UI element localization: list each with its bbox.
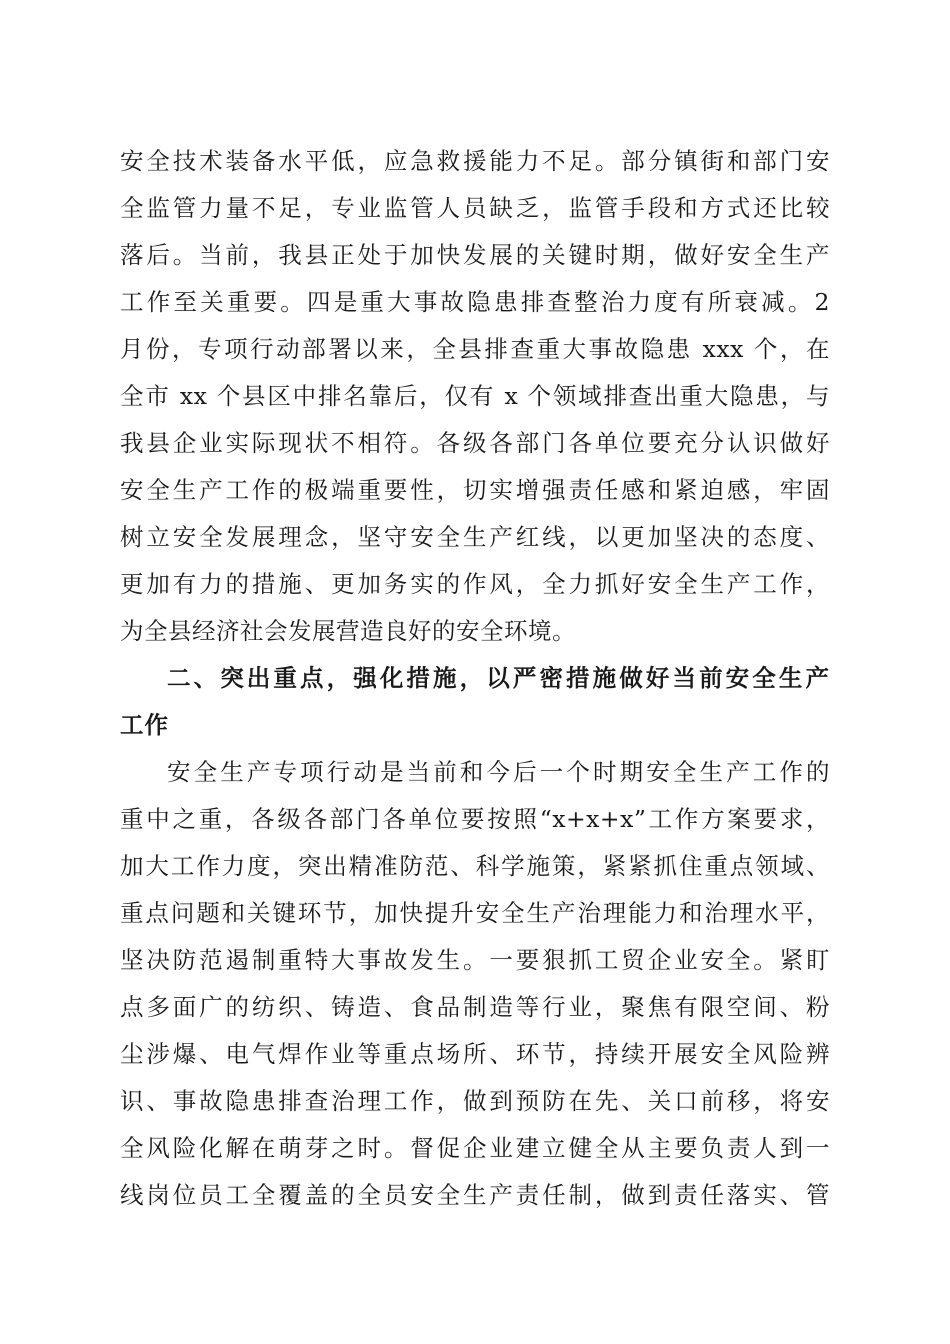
- paragraph-line: 安全技术装备水平低，应急救援能力不足。部分镇街和部门安: [120, 147, 830, 175]
- paragraph-1: [120, 138, 830, 655]
- paragraph-line: 重中之重，各级各部门各单位要按照“x+x+x”工作方案要求，: [120, 805, 830, 833]
- paragraph-line: 识、事故隐患排查治理工作，做到预防在先、关口前移，将安: [120, 1087, 830, 1115]
- paragraph-line: 安全生产工作的极端重要性，切实增强责任感和紧迫感，牢固: [120, 476, 830, 504]
- document-body: [120, 138, 830, 1219]
- paragraph-line: 全市 xx 个县区中排名靠后，仅有 x 个领域排查出重大隐患，与: [120, 382, 830, 410]
- paragraph-line: 尘涉爆、电气焊作业等重点场所、环节，持续开展安全风险辨: [120, 1040, 830, 1068]
- section-heading-line: 二、突出重点，强化措施，以严密措施做好当前安全生产: [167, 664, 830, 692]
- paragraph-2: [120, 749, 830, 1219]
- paragraph-line: 为全县经济社会发展营造良好的安全环境。: [120, 617, 576, 645]
- paragraph-line: 点多面广的纺织、铸造、食品制造等行业，聚焦有限空间、粉: [120, 993, 830, 1021]
- paragraph-line: 坚决防范遏制重特大事故发生。一要狠抓工贸企业安全。紧盯: [120, 946, 830, 974]
- paragraph-line: 安全生产专项行动是当前和今后一个时期安全生产工作的: [167, 758, 830, 786]
- paragraph-line: 落后。当前，我县正处于加快发展的关键时期，做好安全生产: [120, 241, 830, 269]
- paragraph-line: 月份，专项行动部署以来，全县排查重大事故隐患 xxx 个，在: [120, 335, 830, 363]
- paragraph-line: 加大工作力度，突出精准防范、科学施策，紧紧抓住重点领域、: [120, 852, 830, 880]
- section-heading-line: 工作: [120, 711, 169, 739]
- paragraph-line: 全风险化解在萌芽之时。督促企业建立健全从主要负责人到一: [120, 1134, 830, 1162]
- paragraph-line: 全监管力量不足，专业监管人员缺乏，监管手段和方式还比较: [120, 194, 830, 222]
- section-heading: [120, 655, 830, 749]
- paragraph-line: 树立安全发展理念，坚守安全生产红线，以更加坚决的态度、: [120, 523, 830, 551]
- paragraph-line: 工作至关重要。四是重大事故隐患排查整治力度有所衰减。2: [120, 288, 830, 316]
- paragraph-line: 重点问题和关键环节，加快提升安全生产治理能力和治理水平，: [120, 899, 830, 927]
- paragraph-line: 更加有力的措施、更加务实的作风，全力抓好安全生产工作，: [120, 570, 830, 598]
- paragraph-line: 我县企业实际现状不相符。各级各部门各单位要充分认识做好: [120, 429, 830, 457]
- paragraph-line: 线岗位员工全覆盖的全员安全生产责任制，做到责任落实、管: [120, 1181, 830, 1209]
